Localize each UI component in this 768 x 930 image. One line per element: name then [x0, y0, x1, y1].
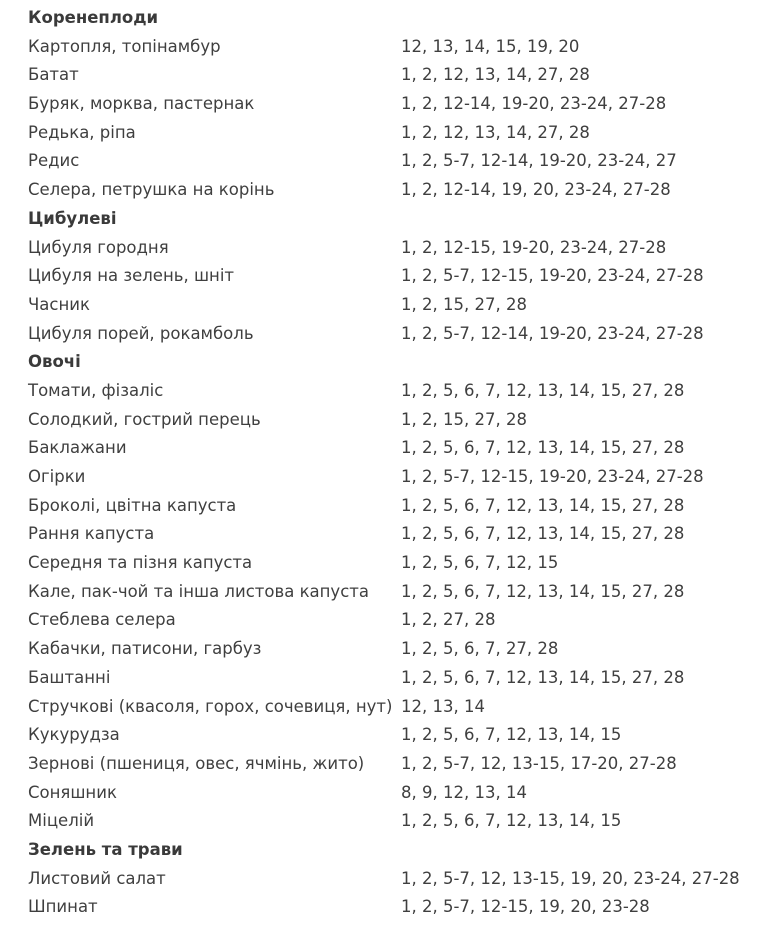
- crop-row: [0, 262, 768, 291]
- crop-name: Картопля, топінамбур: [28, 36, 221, 56]
- crop-name: Батат: [28, 65, 79, 85]
- category-heading-row: [0, 836, 768, 865]
- crop-row: [0, 520, 768, 549]
- planting-days: 12, 13, 14, 15, 19, 20: [401, 36, 580, 56]
- crop-row: [0, 865, 768, 894]
- category-heading: Овочі: [28, 352, 81, 372]
- crop-name: Огірки: [28, 467, 86, 486]
- crop-row: [0, 147, 768, 176]
- crop-name: Кукурудза: [28, 725, 120, 745]
- planting-days: 1, 2, 5-7, 12-15, 19-20, 23-24, 27-28: [401, 467, 704, 486]
- planting-days: 1, 2, 5, 6, 7, 12, 13, 14, 15, 27, 28: [401, 581, 685, 601]
- planting-days: 1, 2, 12-14, 19-20, 23-24, 27-28: [401, 94, 667, 114]
- category-heading-row: [0, 348, 768, 377]
- crop-name: Броколі, цвітна капуста: [28, 495, 237, 515]
- crop-name: Соняшник: [28, 782, 117, 802]
- planting-days: 1, 2, 12, 13, 14, 27, 28: [401, 122, 590, 142]
- crop-row: [0, 549, 768, 578]
- crop-name: Буряк, морква, пастернак: [28, 94, 255, 114]
- crop-row: [0, 721, 768, 750]
- crop-row: [0, 693, 768, 722]
- planting-days: 1, 2, 5-7, 12-15, 19, 20, 23-28: [401, 897, 650, 917]
- crop-name: Листовий салат: [28, 868, 166, 888]
- category-heading: Коренеплоди: [28, 8, 159, 27]
- crop-name: Редька, ріпа: [28, 122, 136, 142]
- crop-name: Редис: [28, 151, 80, 171]
- category-heading-row: [0, 205, 768, 234]
- crop-name: Селера, петрушка на корінь: [28, 180, 275, 200]
- crop-row: [0, 635, 768, 664]
- planting-days: 1, 2, 12-15, 19-20, 23-24, 27-28: [401, 237, 667, 257]
- crop-row: [0, 434, 768, 463]
- crop-name: Шпинат: [28, 897, 98, 917]
- planting-days: 1, 2, 12, 13, 14, 27, 28: [401, 65, 590, 85]
- planting-days: 1, 2, 5, 6, 7, 12, 13, 14, 15, 27, 28: [401, 438, 685, 458]
- crop-name: Середня та пізня капуста: [28, 553, 253, 573]
- crop-row: [0, 893, 768, 922]
- crop-row: [0, 33, 768, 62]
- crop-row: [0, 119, 768, 148]
- crop-row: [0, 492, 768, 521]
- planting-days: 1, 2, 27, 28: [401, 610, 496, 630]
- planting-days: 1, 2, 5, 6, 7, 12, 13, 14, 15, 27, 28: [401, 667, 685, 687]
- planting-days: 1, 2, 5-7, 12-15, 19-20, 23-24, 27-28: [401, 266, 704, 286]
- planting-days: 1, 2, 5, 6, 7, 12, 13, 14, 15, 27, 28: [401, 380, 685, 400]
- crop-row: [0, 779, 768, 808]
- crop-row: [0, 406, 768, 435]
- crop-row: [0, 234, 768, 263]
- planting-days: 1, 2, 5-7, 12, 13-15, 17-20, 27-28: [401, 753, 677, 773]
- planting-days: 1, 2, 5-7, 12, 13-15, 19, 20, 23-24, 27-28: [401, 868, 740, 888]
- crop-name: Кале, пак-чой та інша листова капуста: [28, 581, 369, 601]
- planting-days: 1, 2, 5-7, 12-14, 19-20, 23-24, 27: [401, 151, 677, 171]
- crop-row: [0, 807, 768, 836]
- planting-days: 1, 2, 5, 6, 7, 12, 15: [401, 553, 559, 573]
- crop-name: Цибуля на зелень, шніт: [28, 266, 235, 286]
- crop-row: [0, 463, 768, 492]
- crop-row: [0, 176, 768, 205]
- category-heading: Зелень та трави: [28, 839, 183, 859]
- planting-days: 1, 2, 5, 6, 7, 12, 13, 14, 15: [401, 811, 622, 831]
- crop-row: [0, 90, 768, 119]
- planting-days: 1, 2, 5, 6, 7, 12, 13, 14, 15, 27, 28: [401, 495, 685, 515]
- crop-row: [0, 377, 768, 406]
- crop-row: [0, 291, 768, 320]
- crop-name: Цибуля городня: [28, 237, 169, 257]
- crop-name: Стручкові (квасоля, горох, сочевиця, нут): [28, 696, 393, 716]
- crop-name: Міцелій: [28, 811, 95, 831]
- crop-name: Рання капуста: [28, 524, 155, 544]
- crop-name: Зернові (пшениця, овес, ячмінь, жито): [28, 753, 365, 773]
- crop-row: [0, 606, 768, 635]
- crop-row: [0, 578, 768, 607]
- planting-days: 1, 2, 12-14, 19, 20, 23-24, 27-28: [401, 180, 671, 200]
- planting-days: 1, 2, 15, 27, 28: [401, 294, 527, 314]
- crop-name: Томати, фізаліс: [28, 380, 164, 400]
- crop-row: [0, 320, 768, 349]
- crop-name: Часник: [28, 294, 90, 314]
- crop-name: Солодкий, гострий перець: [28, 409, 261, 429]
- crop-name: Баклажани: [28, 438, 127, 458]
- planting-days: 1, 2, 5-7, 12-14, 19-20, 23-24, 27-28: [401, 323, 704, 343]
- planting-days: 12, 13, 14: [401, 696, 485, 716]
- planting-days: 1, 2, 15, 27, 28: [401, 409, 527, 429]
- category-heading-row: [0, 4, 768, 33]
- crop-row: [0, 750, 768, 779]
- crop-name: Кабачки, патисони, гарбуз: [28, 639, 262, 659]
- crop-name: Цибуля порей, рокамболь: [28, 323, 254, 343]
- planting-days: 1, 2, 5, 6, 7, 27, 28: [401, 639, 559, 659]
- planting-days: 1, 2, 5, 6, 7, 12, 13, 14, 15, 27, 28: [401, 524, 685, 544]
- crop-name: Стеблева селера: [28, 610, 176, 630]
- category-heading: Цибулеві: [28, 208, 117, 228]
- crop-row: [0, 664, 768, 693]
- planting-days: 8, 9, 12, 13, 14: [401, 782, 527, 802]
- planting-days: 1, 2, 5, 6, 7, 12, 13, 14, 15: [401, 725, 622, 745]
- crop-name: Баштанні: [28, 667, 111, 687]
- crop-row: [0, 61, 768, 90]
